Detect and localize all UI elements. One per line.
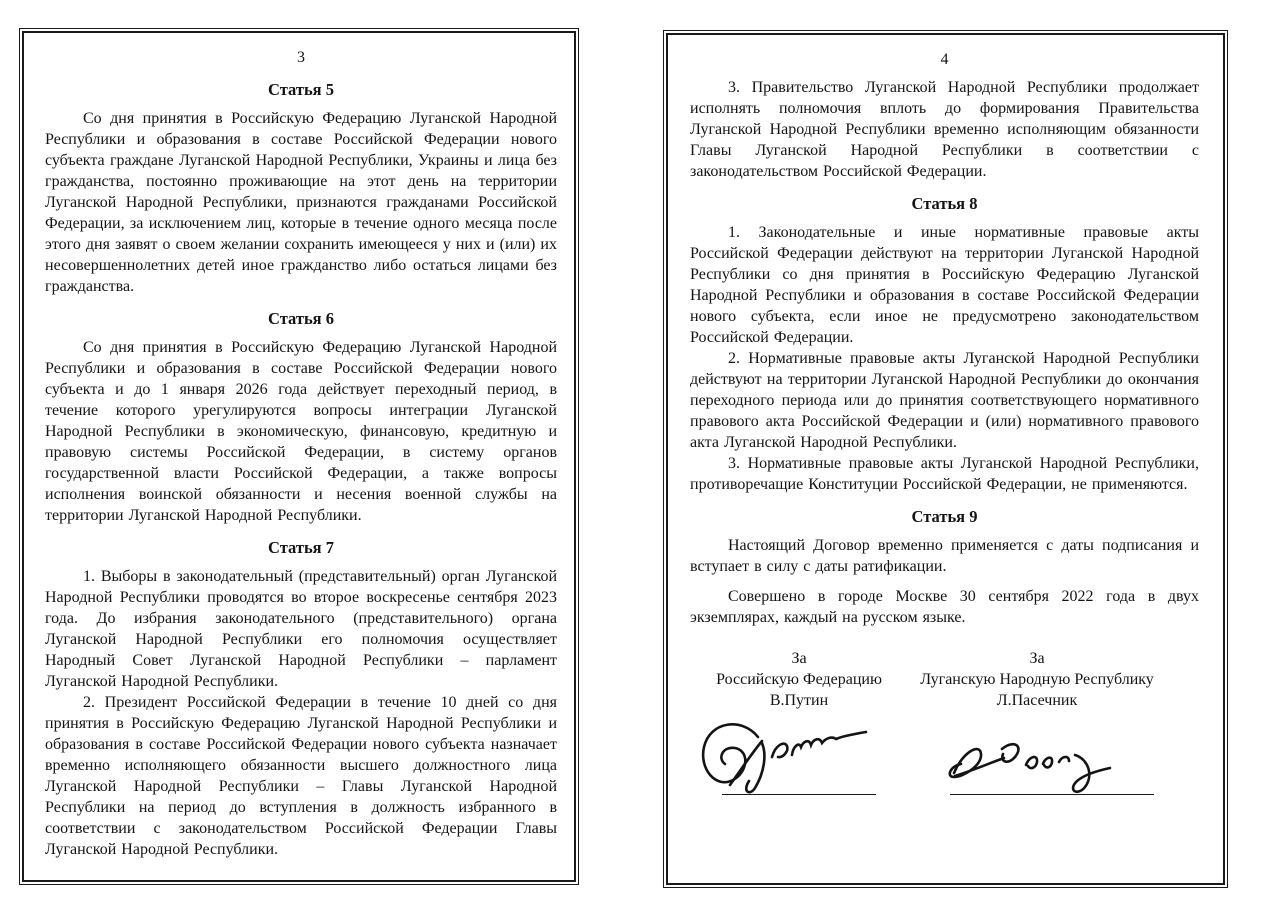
document-page-3 <box>22 31 576 882</box>
page-number: 4 <box>940 51 949 68</box>
signature-area-putin <box>690 713 908 815</box>
article-5-paragraph: Со дня принятия в Российскую Федерацию Луганской Народной Республики и образования в составе Российской Федерации нового субъекта граждане Луганской Народной Республики, Украины и лица без гражданства, постоянно проживающие на этот день на территории Луганской Народной Республики, признаются гражданами Российской Федерации, за исключением лиц, которые в течение одного месяца после этого дня заявят о своем желании сохранить имеющееся у них и (или) их несовершеннолетних детей иное гражданство либо остаться лицами без гражданства. <box>45 110 557 295</box>
signature-block <box>690 648 1199 815</box>
signatory-preposition: За <box>1029 650 1045 667</box>
article-9-title: Статья 9 <box>911 507 978 526</box>
signature-line <box>950 794 1154 795</box>
article-7-paragraph-1: 1. Выборы в законодательный (представительный) орган Луганской Народной Республики проводятся во второе воскресенье сентября 2023 года. До избрания законодательного (представительного) органа Луганской Народной Республики его полномочия осуществляет Народный Совет Луганской Народной Республики – парламент Луганской Народной Республики. <box>45 568 557 690</box>
article-8-paragraph-2: 2. Нормативные правовые акты Луганской Народной Республики действуют на территории Луганской Народной Республики до окончания переходного периода или до принятия соответствующего нормативного правового акта Российской Федерации и (или) нормативного правового акта Луганской Народной Республики. <box>690 350 1199 451</box>
article-7-title: Статья 7 <box>268 538 334 557</box>
signatory-party: Луганскую Народную Республику <box>920 671 1154 688</box>
signatory-luhansk-republic <box>910 648 1164 815</box>
article-6-paragraph: Со дня принятия в Российскую Федерацию Луганской Народной Республики и образования в составе Российской Федерации нового субъекта и до 1 января 2026 года действует переходный период, в течение которого урегулируются вопросы интеграции Луганской Народной Республики в экономическую, финансовую, кредитную и правовую системы Российской Федерации, в систему органов государственной власти Российской Федерации, а также вопросы исполнения воинской обязанности и несения военной службы на территории Луганской Народной Республики. <box>45 339 557 524</box>
closing-statement: Совершено в городе Москве 30 сентября 2022 года в двух экземплярах, каждый на русском языке. <box>690 588 1199 626</box>
signatory-party: Российскую Федерацию <box>716 671 882 688</box>
pasechnik-signature-icon <box>942 729 1154 815</box>
signatory-russian-federation <box>690 648 908 815</box>
article-7-paragraph-2: 2. Президент Российской Федерации в течение 10 дней со дня принятия в Российскую Федерацию Луганской Народной Республики и образования в составе Российской Федерации нового субъекта назначает временно исполняющего обязанности высшего должностного лица Луганской Народной Республики – Главы Луганской Народной Республики на период до вступления в должность избранного в соответствии с законодательством Российской Федерации Главы Луганской Народной Республики. <box>45 694 557 858</box>
document-page-4 <box>666 33 1225 885</box>
article-9-paragraph: Настоящий Договор временно применяется с даты подписания и вступает в силу с даты ратификации. <box>690 537 1199 575</box>
article-5-title: Статья 5 <box>268 80 334 99</box>
article-7-paragraph-3-continuation: 3. Правительство Луганской Народной Республики продолжает исполнять полномочия вплоть до формирования Правительства Луганской Народной Республики временно исполняющим обязанности Главы Луганской Народной Республики в соответствии с законодательством Российской Федерации. <box>690 79 1199 180</box>
article-8-paragraph-3: 3. Нормативные правовые акты Луганской Народной Республики, противоречащие Конституции Российской Федерации, не применяются. <box>690 455 1199 493</box>
signatory-name: В.Путин <box>769 692 829 709</box>
signature-line <box>722 794 876 795</box>
article-6-title: Статья 6 <box>268 309 334 328</box>
signature-area-pasechnik <box>910 713 1164 815</box>
article-8-title: Статья 8 <box>911 194 978 213</box>
page-number: 3 <box>297 49 305 66</box>
signatory-name: Л.Пасечник <box>996 692 1078 709</box>
article-8-paragraph-1: 1. Законодательные и иные нормативные правовые акты Российской Федерации действуют на территории Луганской Народной Республики со дня принятия в Российскую Федерацию Луганской Народной Республики и образования в составе Российской Федерации нового субъекта, если иное не предусмотрено законодательством Российской Федерации. <box>690 224 1199 346</box>
signatory-preposition: За <box>791 650 807 667</box>
